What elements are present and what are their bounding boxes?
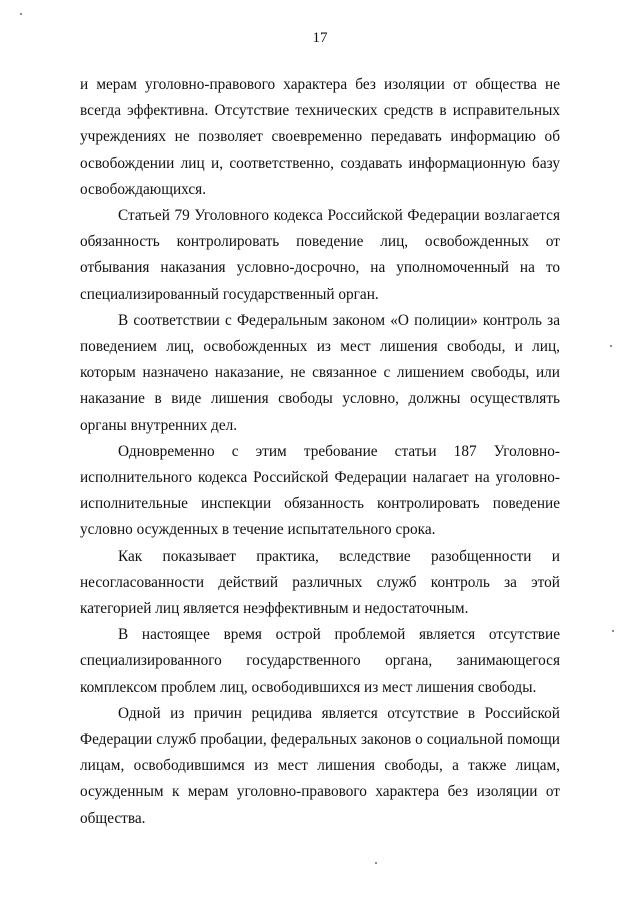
paragraph: Статьей 79 Уголовного кодекса Российской Федерации возлагается обязанность контролировать поведение лиц, освобожденных от отбывания наказания условно-досрочно, на уполномоченный на то специализированный государственный орган. [80,207,560,303]
scan-speck [375,862,377,864]
scan-speck [20,13,22,15]
document-body [80,72,560,832]
paragraph: Как показывает практика, вследствие разобщенности и несогласованности действий различных служб контроль за этой категорией лиц является неэффективным и недостаточным. [80,547,560,618]
paragraph: Одной из причин рецидива является отсутствие в Российской Федерации служб пробации, федеральных законов о социальной помощи лицам, освободившимся из мест лишения свободы, а также лицам, осужденным к мерам уголовно-правового характера без изоляции от общества. [80,704,560,827]
paragraph: В соответствии с Федеральным законом «О полиции» контроль за поведением лиц, освобожденных из мест лишения свободы, и лиц, которым назначено наказание, не связанное с лишением свободы, или наказание в виде лишения свободы условно, должны осуществлять органы внутренних дел. [80,311,560,434]
scan-speck [612,630,614,632]
paragraph: Одновременно с этим требование статьи 187 Уголовно-исполнительного кодекса Российской Федерации налагает на уголовно-исполнительные инспекции обязанность контролировать поведение условно осужденных в течение испытательного срока. [80,442,560,539]
paragraph: В настоящее время острой проблемой является отсутствие специализированного государственного органа, занимающегося комплексом проблем лиц, освободившихся из мест лишения свободы. [80,626,560,696]
scan-speck [610,345,612,347]
paragraph-continuation: и мерам уголовно-правового характера без изоляции от общества не всегда эффективна. Отсутствие технических средств в исправительных учреждениях не позволяет своевременно передавать информацию об освобождении лиц и, соответственно, создавать информационную базу освобождающихся. [80,76,560,198]
page-number: 17 [312,30,328,46]
